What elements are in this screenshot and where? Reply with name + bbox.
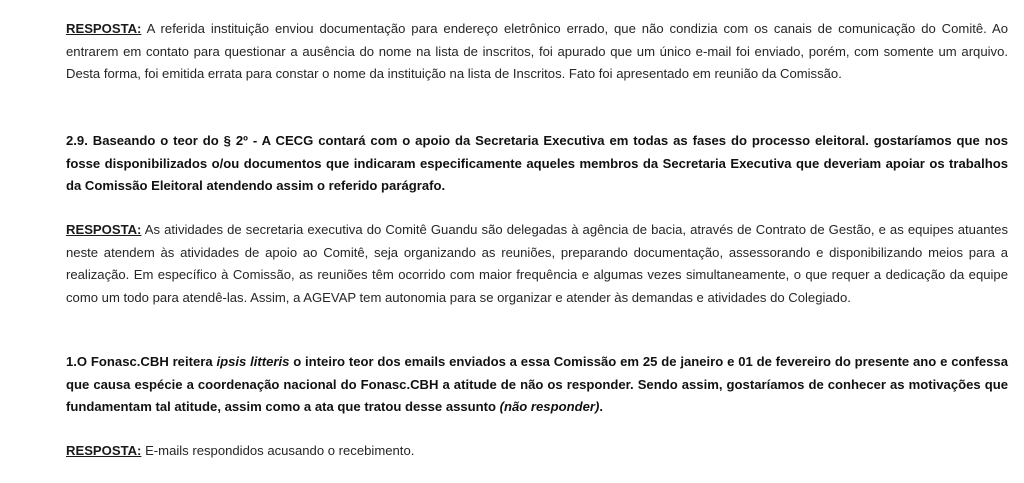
question-text-end: .: [599, 399, 603, 414]
answer-label: RESPOSTA:: [66, 21, 142, 36]
question-italic-latin: ipsis litteris: [216, 354, 290, 369]
question-text-part1: 1.O Fonasc.CBH reitera: [66, 354, 217, 369]
question-paragraph-1: [66, 351, 1008, 419]
answer-label: RESPOSTA:: [66, 222, 142, 237]
question-paragraph-2-9: [66, 130, 1008, 198]
answer-paragraph-3: [66, 440, 1008, 463]
question-text-part2: o inteiro teor dos emails enviados a essa Comissão em 25 de janeiro e 01 de fevereiro do presente ano e confessa que causa espécie a coordenação nacional do Fonasc.CBH a atitude de não os responder. Sendo assim, gostaríamos de conhecer as motivações que fundamentam tal atitude, assim como a ata que tratou desse assunto: [66, 354, 1008, 414]
question-italic-note: (não responder): [499, 399, 600, 414]
answer-paragraph-1: [66, 18, 1008, 86]
answer-text: E-mails respondidos acusando o recebimento.: [145, 443, 415, 458]
answer-paragraph-2: [66, 219, 1008, 309]
answer-label: RESPOSTA:: [66, 443, 142, 458]
question-text: 2.9. Baseando o teor do § 2º - A CECG contará com o apoio da Secretaria Executiva em todas as fases do processo eleitoral. gostaríamos que nos fosse disponibilizados o/ou documentos que indicaram especificamente aqueles membros da Secretaria Executiva que deveriam apoiar os trabalhos da Comissão Eleitoral atendendo assim o referido parágrafo.: [66, 133, 1008, 193]
answer-text: A referida instituição enviou documentação para endereço eletrônico errado, que não condizia com os canais de comunicação do Comitê. Ao entrarem em contato para questionar a ausência do nome na lista de inscritos, foi apurado que um único e-mail foi enviado, porém, com somente um arquivo. Desta forma, foi emitida errata para constar o nome da instituição na lista de Inscritos. Fato foi apresentado em reunião da Comissão.: [66, 21, 1008, 81]
answer-text: As atividades de secretaria executiva do Comitê Guandu são delegadas à agência de bacia, através de Contrato de Gestão, e as equipes atuantes neste atendem às atividades de apoio ao Comitê, seja organizando as reuniões, preparando documentação, assessorando e disponibilizando meios para a realização. Em específico à Comissão, as reuniões têm ocorrido com maior frequência e algumas vezes simultaneamente, o que requer a dedicação da equipe como um todo para atendê-las. Assim, a AGEVAP tem autonomia para se organizar e atender às demandas e atividades do Colegiado.: [66, 222, 1008, 305]
